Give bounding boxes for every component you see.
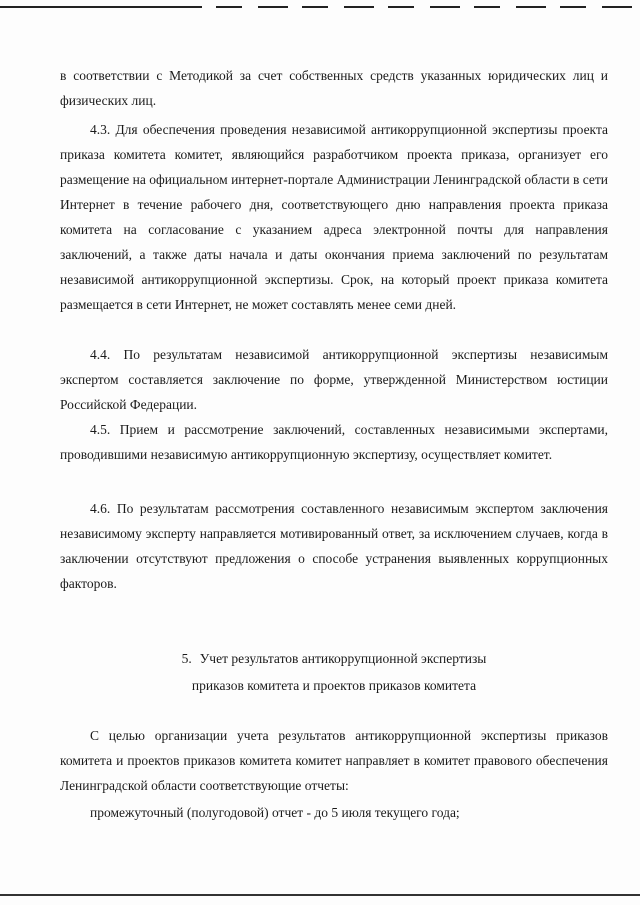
section-title-line1: Учет результатов антикоррупционной экспертизы — [199, 651, 487, 666]
paragraph-4-4-block — [60, 342, 608, 417]
paragraph-5-intro-block — [60, 723, 608, 798]
section-title-line2: приказов комитета и проектов приказов комитета — [191, 678, 477, 693]
paragraph-4-4: 4.4. По результатам независимой антикоррупционной экспертизы независимым экспертом составляется заключение по форме, утвержденной Министерством юстиции Российской Федерации. — [60, 347, 608, 412]
scan-top-dashes — [0, 6, 640, 8]
scan-bottom-border — [0, 894, 640, 896]
paragraph-5-intro: С целью организации учета результатов антикоррупционной экспертизы приказов комитета и проектов приказов комитета комитет направляет в комитет правового обеспечения Ленинградской области соответствующие отчеты: — [60, 728, 608, 793]
paragraph-4-5-block — [60, 417, 608, 467]
paragraph-5-item1-block — [60, 800, 608, 825]
paragraph-4-5: 4.5. Прием и рассмотрение заключений, составленных независимыми экспертами, проводившими независимую антикоррупционную экспертизу, осуществляет комитет. — [60, 422, 608, 462]
paragraph-continuation — [60, 63, 608, 113]
paragraph-4-6-block — [60, 496, 608, 596]
paragraph-5-item1: промежуточный (полугодовой) отчет - до 5 июля текущего года; — [90, 805, 460, 820]
paragraph-4-3: 4.3. Для обеспечения проведения независимой антикоррупционной экспертизы проекта приказа комитета комитет, являющийся разработчиком проекта приказа, организует его размещение на официальном интернет-портале Администрации Ленинградской области в сети Интернет в течение рабочего дня, соответствующего дню направления проекта приказа комитета на согласование с указанием адреса электронной почты для направления заключений, а также даты начала и даты окончания приема заключений по результатам независимой антикоррупционной экспертизы. Срок, на который проект приказа комитета размещается в сети Интернет, не может составлять менее семи дней. — [60, 122, 608, 312]
section-5-heading-line1 — [60, 645, 608, 672]
section-number: 5. — [181, 651, 192, 666]
paragraph-methodology: в соответствии с Методикой за счет собственных средств указанных юридических лиц и физических лиц. — [60, 68, 608, 108]
paragraph-4-6: 4.6. По результатам рассмотрения составленного независимым экспертом заключения независимому эксперту направляется мотивированный ответ, за исключением случаев, когда в заключении отсутствуют предложения о способе устранения выявленных коррупционных факторов. — [60, 501, 608, 591]
paragraph-4-3-block — [60, 117, 608, 317]
section-5-heading — [60, 645, 608, 699]
